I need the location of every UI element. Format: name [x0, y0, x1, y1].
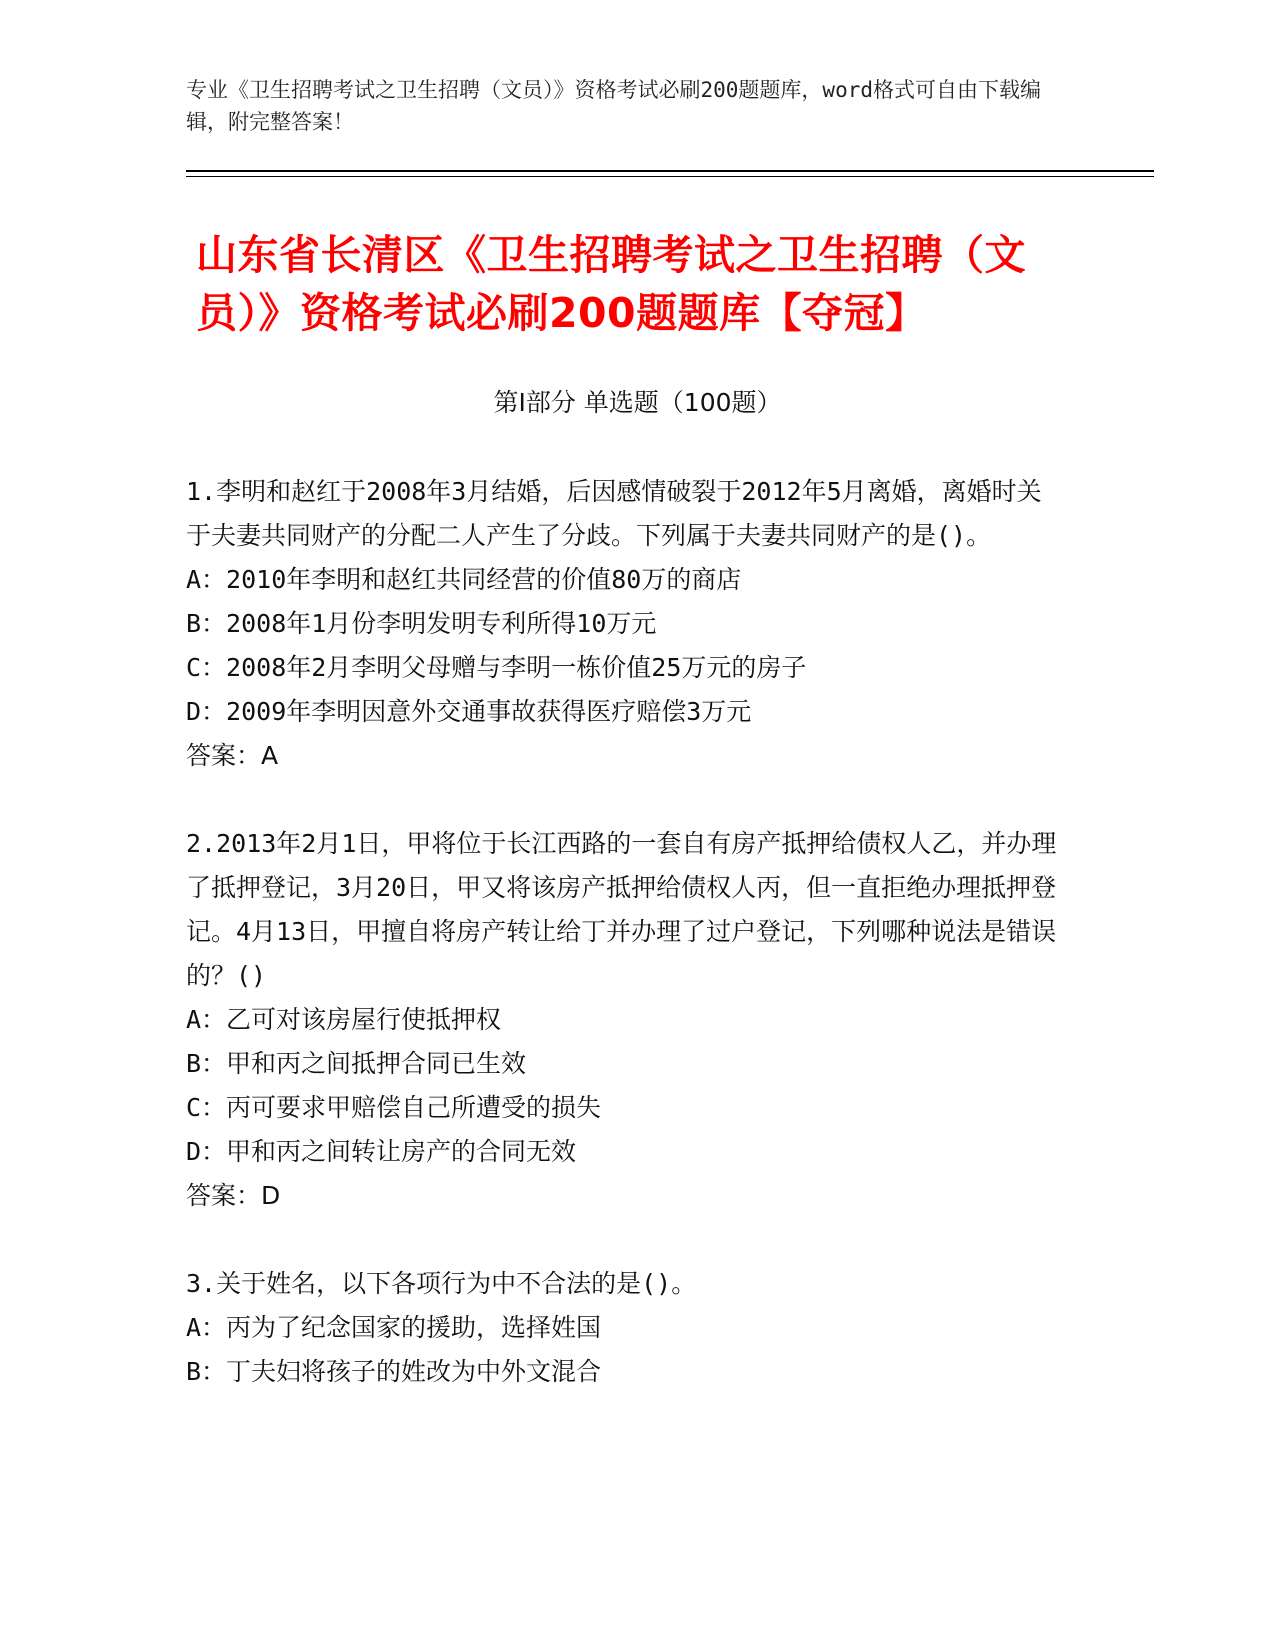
option-d: D：2009年李明因意外交通事故获得医疗赔偿3万元 [186, 697, 752, 726]
option-b: B：丁夫妇将孩子的姓改为中外文混合 [186, 1357, 602, 1386]
document-title: 山东省长清区《卫生招聘考试之卫生招聘（文员）》资格考试必刷200题题库【夺冠】 [196, 231, 1026, 337]
header-rule-thin [186, 176, 1154, 177]
option-d: D：甲和丙之间转让房产的合同无效 [186, 1137, 577, 1166]
option-a: A：乙可对该房屋行使抵押权 [186, 1005, 502, 1034]
question-1 [186, 470, 1066, 778]
question-2 [186, 822, 1066, 1218]
option-c: C：2008年2月李明父母赠与李明一栋价值25万元的房子 [186, 653, 807, 682]
question-stem: 3.关于姓名，以下各项行为中不合法的是()。 [186, 1269, 697, 1298]
answer-line: 答案：A [186, 741, 279, 770]
section-heading: 第I部分 单选题（100题） [493, 388, 782, 417]
option-c: C：丙可要求甲赔偿自己所遭受的损失 [186, 1093, 602, 1122]
option-b: B：2008年1月份李明发明专利所得10万元 [186, 609, 657, 638]
question-list [186, 470, 1066, 1438]
question-stem: 1.李明和赵红于2008年3月结婚，后因感情破裂于2012年5月离婚，离婚时关于夫妻共同财产的分配二人产生了分歧。下列属于夫妻共同财产的是()。 [186, 477, 1042, 550]
answer-line: 答案：D [186, 1181, 281, 1210]
option-a: A：丙为了纪念国家的援助，选择姓国 [186, 1313, 602, 1342]
option-a: A：2010年李明和赵红共同经营的价值80万的商店 [186, 565, 742, 594]
option-b: B：甲和丙之间抵押合同已生效 [186, 1049, 527, 1078]
header-rule-thick [186, 170, 1154, 172]
question-stem: 2.2013年2月1日，甲将位于长江西路的一套自有房产抵押给债权人乙，并办理了抵押登记，3月20日，甲又将该房产抵押给债权人丙，但一直拒绝办理抵押登记。4月13日，甲擅自将房产转让给丁并办理了过户登记，下列哪种说法是错误的？() [186, 829, 1057, 990]
header-note: 专业《卫生招聘考试之卫生招聘（文员）》资格考试必刷200题题库，word格式可自由下载编辑，附完整答案！ [186, 78, 1041, 134]
question-3 [186, 1262, 1066, 1394]
